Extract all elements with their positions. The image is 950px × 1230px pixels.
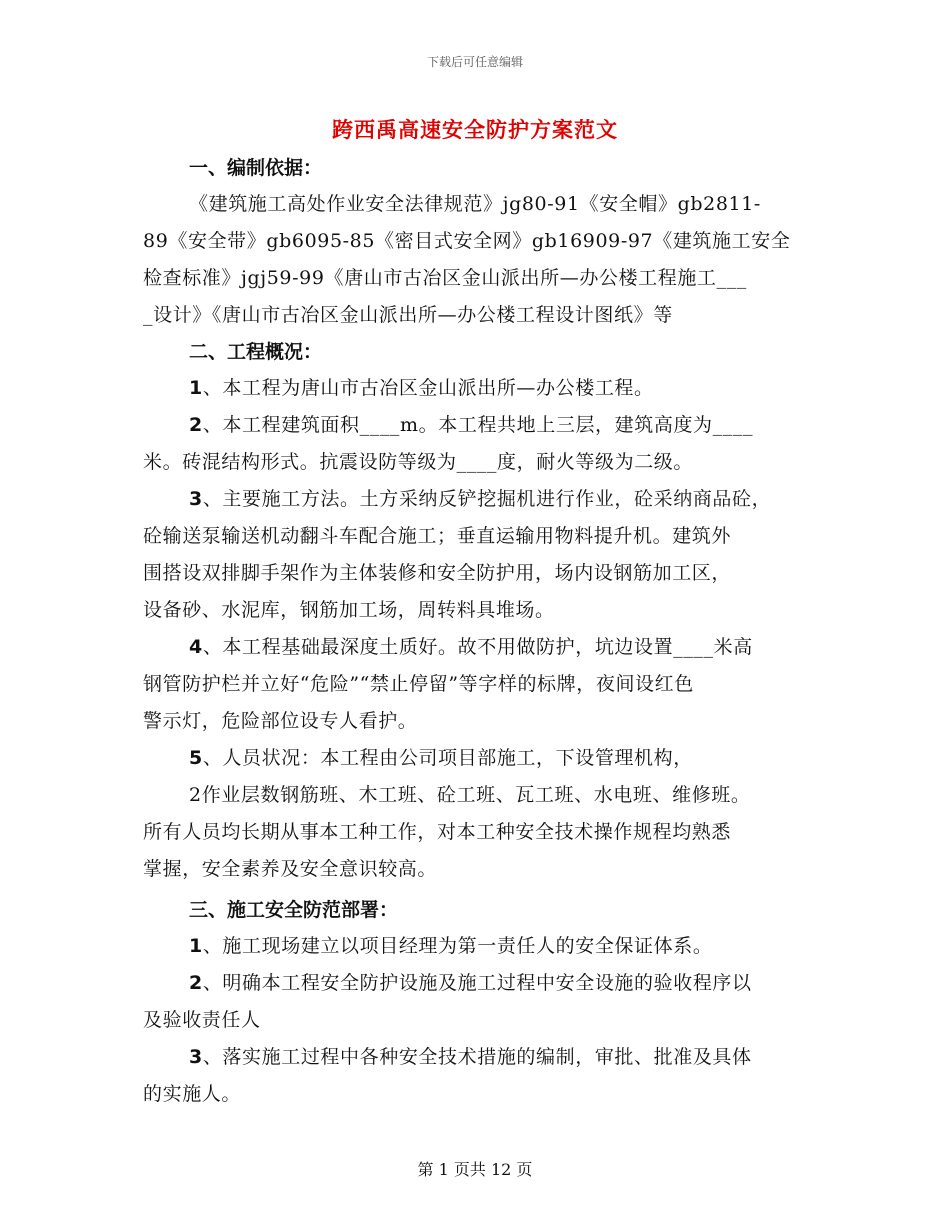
section-heading: 三、施工安全防范部署： [189,899,399,921]
item-number: 1 [189,377,203,399]
paragraph [143,629,823,740]
paragraph-line: 89《安全带》gb6095-85《密目式安全网》gb16909-97《建筑施工安全 [143,230,791,252]
paragraph [143,1039,823,1113]
paragraph [143,186,823,334]
item-number: 3 [189,1046,203,1068]
item-number: 2 [189,972,203,994]
paragraph-line: _设计》《唐山市古冶区金山派出所—办公楼工程设计图纸》等 [143,304,673,326]
line-text: 、明确本工程安全防护设施及施工过程中安全设施的验收程序以 [202,972,752,994]
paragraph-line [143,740,823,777]
paragraph-line: 掌握，安全素养及安全意识较高。 [143,858,438,880]
item-number: 4 [189,636,203,658]
item-number: 1 [189,935,203,957]
section-heading: 二、工程概况： [189,341,323,363]
paragraph-line [143,928,823,965]
paragraph-line: 警示灯，危险部位设专人看护。 [143,710,418,732]
paragraph-line [143,370,823,407]
line-text: 、落实施工过程中各种安全技术措施的编制，审批、批准及具体 [202,1046,752,1068]
document-body [143,150,823,1113]
paragraph-line: 检查标准》jgj59-99《唐山市古冶区金山派出所—办公楼工程施工___ [143,267,747,289]
line-text: 、本工程建筑面积____m。本工程共地上三层，建筑高度为____ [202,414,754,436]
paragraph-line: 设备砂、水泥库，钢筋加工场，周转料具堆场。 [143,599,555,621]
paragraph-line: 砼输送泵输送机动翻斗车配合施工；垂直运输用物料提升机。建筑外 [143,525,732,547]
paragraph-line: 围搭设双排脚手架作为主体装修和安全防护用，场内设钢筋加工区， [143,562,732,584]
document-title: 跨西禹高速安全防护方案范文 [332,117,618,142]
paragraph [143,407,823,481]
paragraph-line: 《建筑施工高处作业安全法律规范》jg80-91《安全帽》gb2811- [189,193,761,215]
paragraph-line: 及验收责任人 [143,1009,261,1031]
paragraph [143,481,823,629]
paragraph-line: 米。砖混结构形式。抗震设防等级为____度，耐火等级为二级。 [143,451,694,473]
paragraph-line: 钢管防护栏并立好“危险”“禁止停留”等字样的标牌，夜间设红色 [143,673,694,695]
line-text: 、主要施工方法。土方采纳反铲挖掘机进行作业，砼采纳商品砼， [202,488,772,510]
page-header: 下载后可任意编辑 [426,55,523,69]
paragraph-line [143,629,823,666]
line-text: 、人员状况：本工程由公司项目部施工，下设管理机构， [202,747,693,769]
paragraph [143,965,823,1039]
line-text: 、本工程为唐山市古冶区金山派出所—办公楼工程。 [202,377,654,399]
line-text: 、本工程基础最深度土质好。故不用做防护，坑边设置____米高 [202,636,753,658]
item-number: 3 [189,488,203,510]
paragraph-line: 所有人员均长期从事本工种工作，对本工种安全技术操作规程均熟悉 [143,821,732,843]
paragraph-line: 的实施人。 [143,1083,242,1105]
paragraph-line [143,1039,823,1076]
line-text: 、施工现场建立以项目经理为第一责任人的安全保证体系。 [202,935,713,957]
paragraph-line [143,965,823,1002]
paragraph-line [143,407,823,444]
section-heading: 一、编制依据： [189,157,323,179]
paragraph-line: 2作业层数钢筋班、木工班、砼工班、瓦工班、水电班、维修班。 [189,784,751,806]
page-footer: 第 1 页共 12 页 [417,1160,533,1179]
paragraph [143,370,823,407]
paragraph [143,777,823,888]
paragraph [143,740,823,777]
paragraph-line [143,481,823,518]
item-number: 5 [189,747,203,769]
paragraph [143,928,823,965]
item-number: 2 [189,414,203,436]
